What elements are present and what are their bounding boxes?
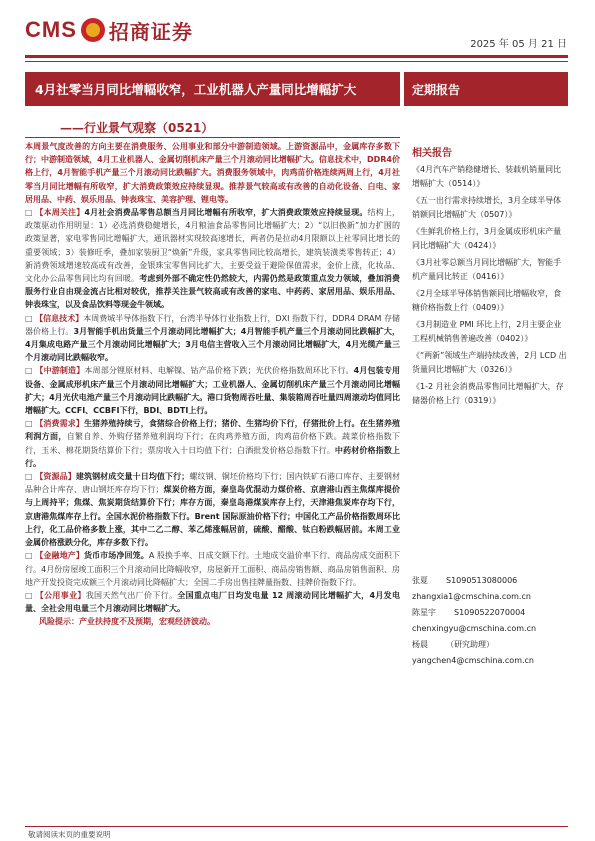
logo-seal-icon [81,18,105,42]
section-tag: 【中游制造】 [35,366,85,376]
analyst-row [412,573,568,589]
section-tail: 中药材价格指数上行。 [25,445,401,468]
bullet-square-icon: □ [25,472,36,482]
section-resources [25,470,400,549]
main-content [25,140,400,629]
analyst-id: S1090522070004 [454,608,526,617]
section-tag: 【公用事业】 [35,590,86,600]
section-tail: 煤炭价格方面，秦皇岛优混动力煤价格、京唐港山西主焦煤库提价与上周持平；焦煤、焦炭期货结算价下行；库存方面，秦皇岛港煤炭库存上行，天津港焦炭库存均下行，京唐港焦煤库存上行。全国水泥价格指数下行。Brent 国际原油价格下行；中国化工产品价格指数周环比上行，化工品价格多数上涨，其中二乙二醇、苯乙烯涨幅居前，硫酸、醋酸、钛白粉跌幅居前。本周工业金属价格涨跌分化，库存多数下行。 [25,485,401,548]
analyst-row [412,637,568,653]
related-report-link[interactable]: 《4月汽车产销稳健增长、装载机销量同比增幅扩大（0514）》 [412,165,562,188]
report-title-bar [25,72,400,106]
section-body: 本周费城半导体指数下行，台湾半导体行业指数上行，DXI 指数下行，DDR4 DRAM 存储器价格上行。 [25,313,400,336]
section-tag: 【资源品】 [35,472,76,482]
report-type-bar [404,72,568,106]
report-type: 定期报告 [412,82,461,97]
section-tail: 考虑到外部不确定性仍然较大，内需仍然是政策重点发力领域，叠加消费服务行业自由现金流占比相对较优，推荐关注景气较高或有改善的家电、中药药、家居用品、娱乐用品、钟表珠宝，以及食品饮料等现金牛领域。 [25,274,401,310]
section-tail: 4月包装专用设备、金属成形机床产量三个月滚动同比增幅扩大；工业机器人、金属切削机床产量三个月滚动同比增幅扩大；4月光伏电池产量三个月滚动同比跌幅扩大。港口货物周吞吐量、集装箱周吞吐量四周滚动均值同比增幅扩大。CCFI、CCBFI下行，BDI、BDTI上行。 [25,366,401,416]
related-report-link[interactable]: 《生鲜乳价格上行，3月金属成形机床产量同比增幅扩大（0424）》 [412,227,562,250]
bullet-square-icon: □ [25,590,36,600]
bullet-square-icon: □ [25,419,36,429]
section-manufacturing [25,364,400,417]
footer-disclaimer: 敬请阅读末页的重要说明 [28,830,111,839]
related-report-link[interactable]: 《1-2 月社会消费品零售同比增幅扩大，存储器价格上行（0319）》 [412,382,564,405]
section-tail: 全国重点电厂日均发电量 12 周滚动同比增幅扩大，4月发电量、全社会用电量三个月滚动同比增幅扩大。 [25,590,401,614]
section-tag: 【信息技术】 [35,313,84,323]
subtitle-underline [25,137,400,138]
analyst-name: 陈星宇 [412,608,436,617]
analyst-contacts [412,573,568,669]
analyst-id: （研究助理） [446,640,494,649]
section-body: 本周部分锂原材料、电解镍、钴产品价格下跌；光伏价格指数周环比下行。 [84,366,354,376]
section-tag: 【金融地产】 [35,551,84,561]
section-tail: 3月智能手机出货量三个月滚动同比增幅扩大；4月智能手机产量三个月滚动同比跌幅扩大，4月集成电路产量三个月滚动同比增幅扩大；3月电信主营收入三个月滚动同比增幅扩大，4月光缆产量三个月滚动同比跌幅收窄。 [25,326,400,363]
logo-latin: CMS [25,17,77,42]
risk-warning: 风险提示：产业扶持度不及预期，宏观经济波动。 [39,617,215,627]
section-body: 结构上，政策驱动作用明显：1）必选消费稳健增长，4月粮油食品零售同比增幅扩大；2）“以旧换新”加力扩围的政策显著，家电零售同比增幅扩大，通讯器材实现较高速增长，两者仍是拉动4月限额以上社零同比增长的重要领域；3）装修旺季，叠加家装厨卫“焕新”升级，家具零售同比较高增长，建筑装潢类零售转正；4）新消费领域增速较高或有改善，金银珠宝零售同比扩大，主要受益于避险保值需求，金价上涨，化妆品、文化办公品零售同比均有回暖。 [25,208,401,284]
section-consumer [25,417,400,470]
section-tag: 【消费需求】 [35,419,84,429]
report-date: 2025 年 05 月 21 日 [470,39,567,50]
section-lead: 生猪养殖持续亏，食猪综合价格上行；猪价、生猪均价下行，仔猪批价上行。在生猪养殖利润方面， [25,419,401,442]
section-body: A 股换手率、日成交额下行。土地成交溢价率下行、商品房成交面积下行。4月份房屋竣工面积三个月滚动同比降幅收窄，房屋新开工面积、商品房销售额、商品房销售面积、房地产开发投资完成额三个月滚动同比降幅扩大；全国二手房出售挂牌量指数、挂牌价指数下行。 [25,551,401,587]
header-bar [25,55,568,58]
related-heading: 相关报告 [412,148,452,159]
bullet-square-icon: □ [25,208,36,218]
related-report-link[interactable]: 《3月制造业 PMI 环比上行，2月主要企业工程机械销售普遍改善（0402）》 [412,320,562,343]
report-title: 4月社零当月同比增幅收窄，工业机器人产量同比增幅扩大 [35,82,357,97]
analyst-email[interactable]: chenxingyu@cmschina.com.cn [412,624,537,633]
section-utilities [25,589,400,615]
header-line [25,61,568,62]
bullet-square-icon: □ [25,313,36,323]
bullet-square-icon: □ [25,551,36,561]
section-focus [25,206,400,312]
related-reports [412,144,568,411]
analyst-name: 杨晨 [412,640,428,649]
section-lead: 建筑钢材成交量十日均值下行； [75,472,190,482]
related-report-link[interactable]: 《“两新”领域生产端持续改善，2月 LCD 出货量同比增幅扩大（0326）》 [412,351,567,374]
section-it [25,312,400,365]
related-report-link[interactable]: 《五一出行需求持续增长，3月全球半导体销额同比增幅扩大（0507）》 [412,196,562,219]
analyst-email[interactable]: zhangxia1@cmschina.com.cn [412,592,531,601]
related-report-link[interactable]: 《2月全球半导体销售额同比增幅收窄，食糖价格指数上行（0409）》 [412,289,562,312]
section-lead: 4月社会消费品零售总额当月同比增幅有所收窄，扩大消费政策效应持续显现。 [84,208,368,218]
section-lead: 货币市场净回笼。 [83,551,149,561]
related-report-link[interactable]: 《3月社零总额当月同比增幅扩大，智能手机产量同比转正（0416）》 [412,258,562,281]
bullet-square-icon: □ [25,366,36,376]
logo-chinese: 招商证券 [108,19,193,44]
summary-paragraph: 本周景气度改善的方向主要在消费服务、公用事业和部分中游制造领域。上游资源品中，金属库存多数下行；中游制造领域，4月工业机器人、金属切削机床产量三个月滚动同比增幅扩大。信息技术中，DDR4价格上行，4月智能手机产量三个月滚动同比跌幅扩大。消费服务领域中，肉鸡苗价格连续两周上行，4月社零当月同比增幅有所收窄，扩大消费政策效应持续显现。推荐景气较高或有改善的自动化设备、白电、家居用品、中药、娱乐用品、钟表珠宝、美容护理、锂电等。 [25,142,400,204]
analyst-id: S1090513080006 [446,576,518,585]
section-tag: 【本周关注】 [35,208,85,218]
footer-line [25,826,568,827]
analyst-email[interactable]: yangchen4@cmschina.com.cn [412,656,534,665]
analyst-name: 张夏 [412,576,428,585]
section-body: 我国天然气出厂价下行。 [85,590,178,600]
section-body: 自繁自养、外购仔猪养殖利润均下行；在肉鸡养殖方面，肉鸡苗价格下跌。蔬菜价格指数下行，玉米、棉花期货结算价下行；票房收入十日均值下行；白酒批发价格总指数下行。 [25,432,401,455]
report-subtitle: ——行业景气观察（0521） [60,121,214,135]
section-finance [25,549,400,589]
company-logo [25,14,193,46]
section-body: 螺纹钢、铜坯价格均下行；国内铁矿石港口库存、主要钢材品种合计库存、唐山钢坯库存均下行； [25,472,401,495]
analyst-row [412,605,568,621]
